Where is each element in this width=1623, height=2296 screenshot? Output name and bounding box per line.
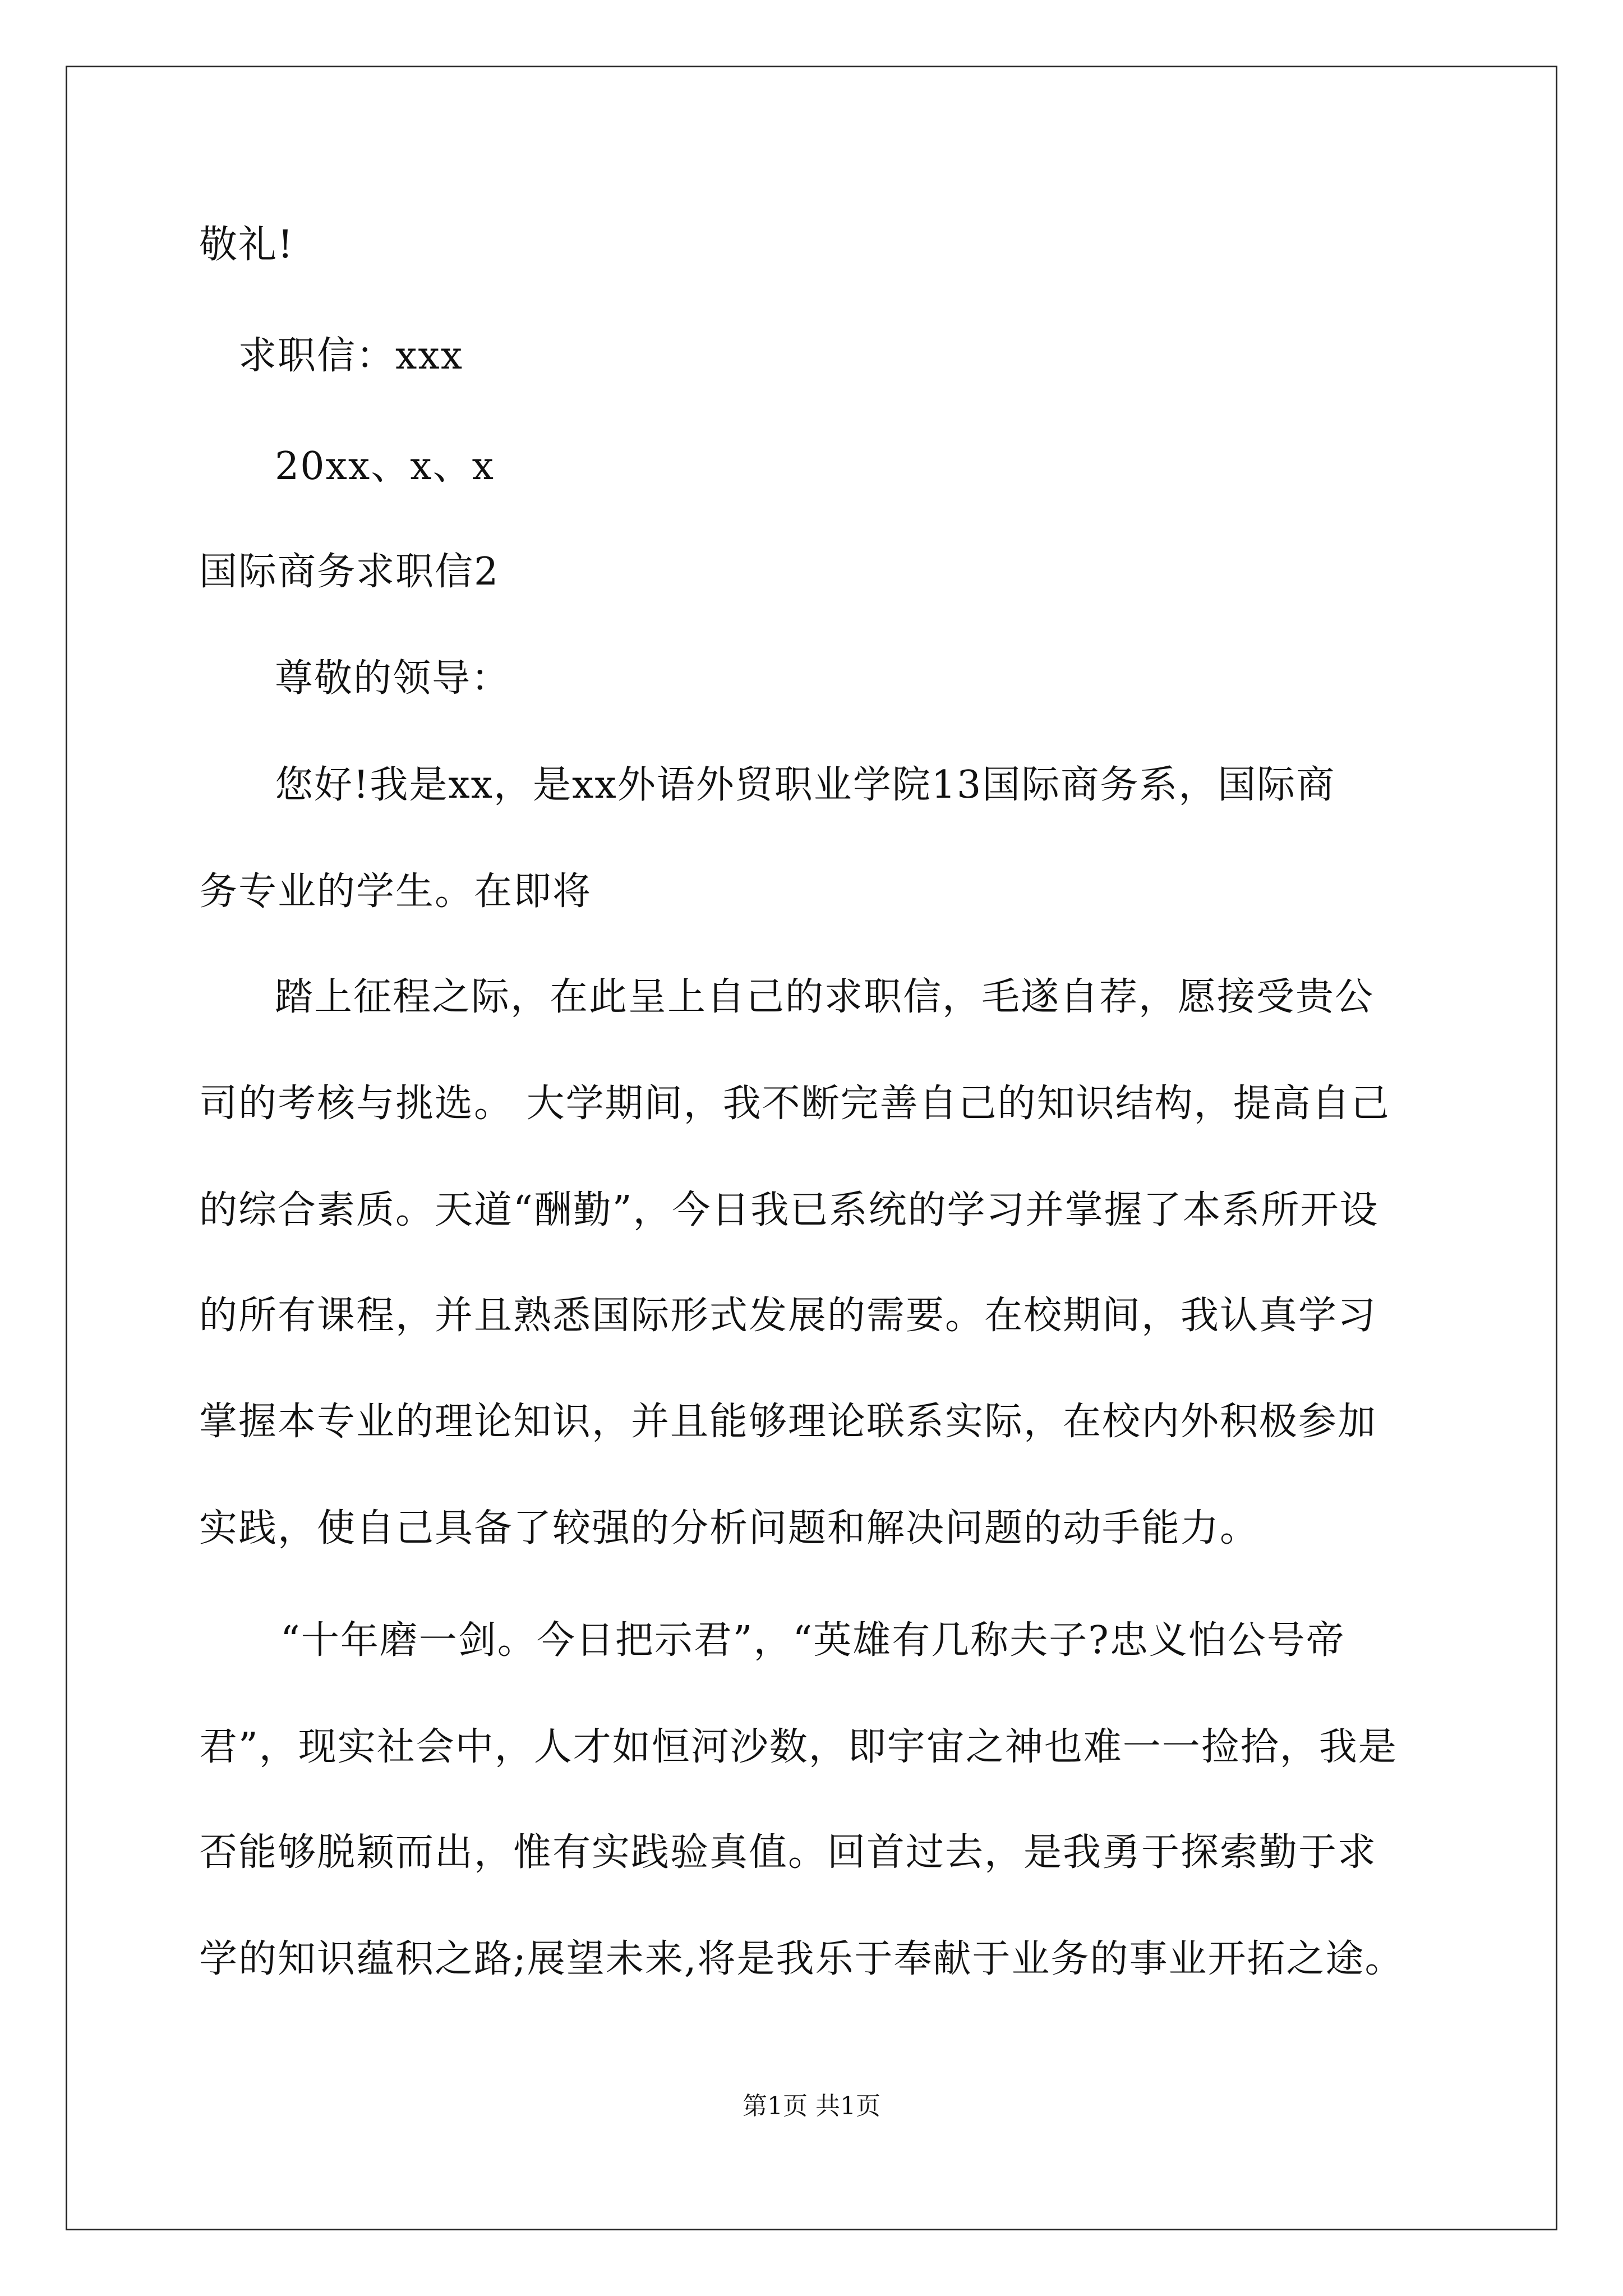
paragraph-line: 掌握本专业的理论知识，并且能够理论联系实际，在校内外积极参加 — [199, 1400, 1377, 1444]
section-title: 国际商务求职信2 — [199, 550, 500, 594]
paragraph-line: 您好!我是xx，是xx外语外贸职业学院13国际商务系，国际商 — [275, 763, 1336, 807]
page-footer: 第1页 共1页 — [743, 2092, 880, 2120]
paragraph-line: 实践，使自己具备了较强的分析问题和解决问题的动手能力。 — [199, 1506, 1260, 1550]
paragraph-line: “十年磨一剑。今日把示君”，“英雄有几称夫子?忠义怕公号帝 — [280, 1618, 1345, 1663]
page-border — [66, 66, 1557, 2230]
paragraph-line: 踏上征程之际，在此呈上自己的求职信，毛遂自荐，愿接受贵公 — [275, 975, 1375, 1019]
paragraph-line: 否能够脱颖而出，惟有实践验真值。回首过去，是我勇于探索勤于求 — [199, 1830, 1377, 1875]
paragraph-line: 学的知识蕴积之路;展望未来,将是我乐于奉献于业务的事业开拓之途。 — [199, 1937, 1404, 1981]
closing-salutation: 敬礼! — [199, 223, 294, 267]
paragraph-line: 君”，现实社会中，人才如恒河沙数，即宇宙之神也难一一捡拾，我是 — [199, 1725, 1398, 1769]
paragraph-line: 务专业的学生。在即将 — [199, 869, 592, 914]
date-line: 20xx、x、x — [275, 444, 495, 489]
signature-line: 求职信：xxx — [238, 334, 464, 378]
paragraph-line: 的所有课程，并且熟悉国际形式发展的需要。在校期间，我认真学习 — [199, 1294, 1377, 1338]
paragraph-line: 司的考核与挑选。 大学期间，我不断完善自己的知识结构，提高自己 — [199, 1082, 1390, 1126]
paragraph-line: 的综合素质。天道“酬勤”，今日我已系统的学习并掌握了本系所开设 — [199, 1188, 1379, 1232]
greeting: 尊敬的领导： — [275, 656, 511, 701]
